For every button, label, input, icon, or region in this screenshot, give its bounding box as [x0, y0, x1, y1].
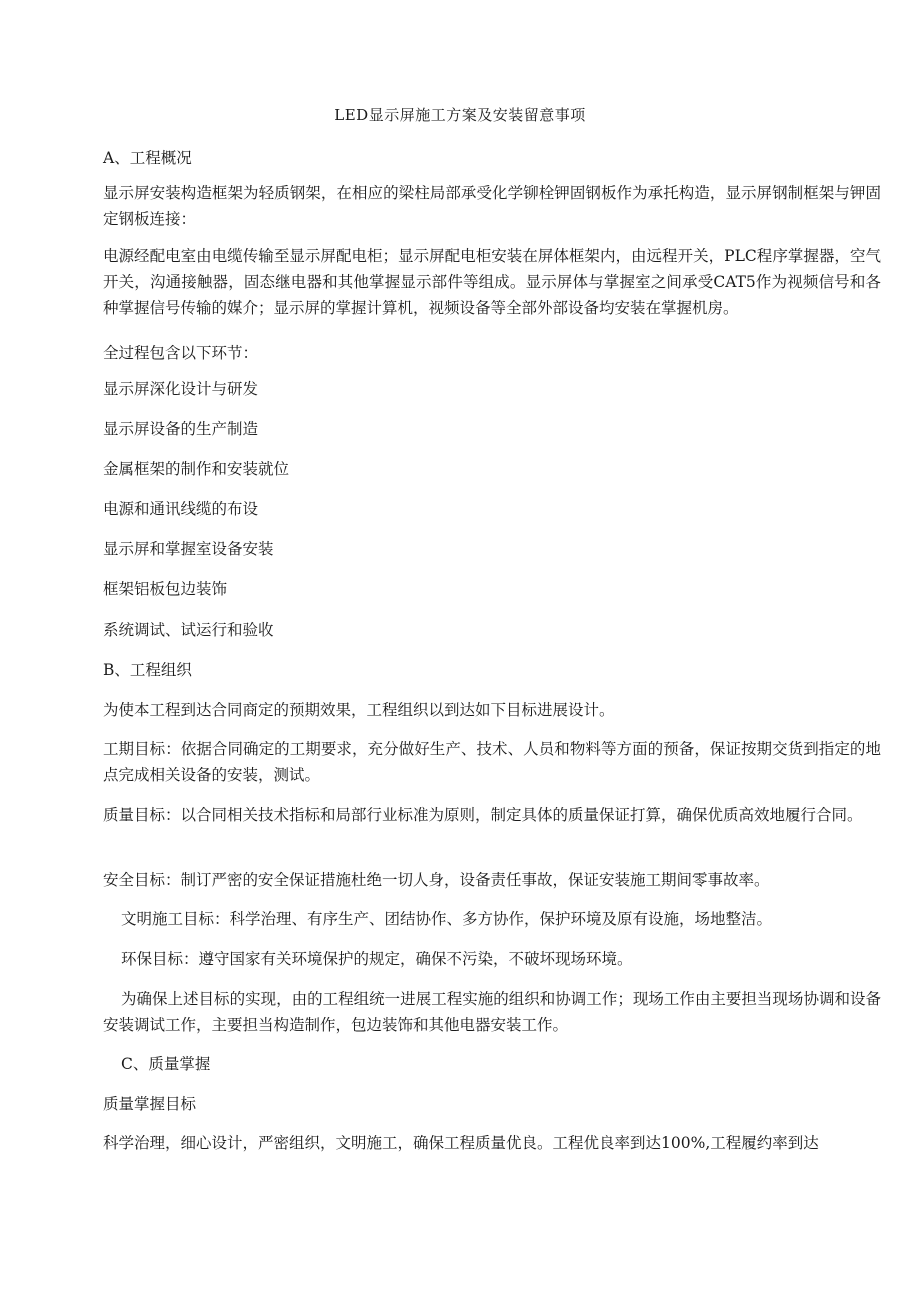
- section-c-heading: C、质量掌握: [121, 1055, 211, 1073]
- section-b-paragraph-3: [103, 802, 881, 828]
- step-item: 显示屏和掌握室设备安装: [103, 540, 274, 558]
- section-a-heading: A、工程概况: [103, 149, 192, 167]
- section-b-heading: B、工程组织: [103, 661, 192, 679]
- step-item: 显示屏设备的生产制造: [103, 420, 259, 438]
- section-c-paragraph-2: 科学治理，细心设计，严密组织，文明施工，确保工程质量优良。工程优良率到达100%,工程履约率到达: [103, 1134, 819, 1152]
- step-item: 系统调试、试运行和验收: [103, 621, 274, 639]
- section-b-paragraph-5: 文明施工目标：科学治理、有序生产、团结协作、多方协作，保护环境及原有设施，场地整洁。: [121, 910, 773, 928]
- section-b-paragraph-1: 为使本工程到达合同商定的预期效果，工程组织以到达如下目标进展设计。: [103, 701, 615, 719]
- section-b-p2-text: 工期目标：依据合同确定的工期要求，充分做好生产、技术、人员和物料等方面的预备，保证按期交货到指定的地点完成相关设备的安装，测试。: [103, 740, 881, 784]
- section-b-paragraph-4: 安全目标：制订严密的安全保证措施杜绝一切人身，设备责任事故，保证安装施工期间零事故率。: [103, 871, 770, 889]
- section-b-paragraph-6: 环保目标：遵守国家有关环境保护的规定，确保不污染，不破坏现场环境。: [121, 950, 633, 968]
- step-item: 金属框架的制作和安装就位: [103, 460, 290, 478]
- step-item: 电源和通讯线缆的布设: [103, 500, 259, 518]
- section-b-p7-text: 为确保上述目标的实现，由的工程组统一进展工程实施的组织和协调工作；现场工作由主要担当现场协调和设备安装调试工作，主要担当构造制作，包边装饰和其他电器安装工作。: [103, 990, 881, 1034]
- section-b-paragraph-2: [103, 736, 881, 788]
- section-b-paragraph-7: [103, 986, 881, 1038]
- step-item: 显示屏深化设计与研发: [103, 380, 259, 398]
- section-a-paragraph-2: [103, 243, 881, 321]
- document-title: LED显示屏施工方案及安装留意事项: [334, 106, 586, 124]
- section-a-p1-text: 显示屏安装构造框架为轻质钢架，在相应的梁柱局部承受化学铆栓钾固钢板作为承托构造，显示屏钢制框架与钾固定钢板连接：: [103, 184, 881, 228]
- section-c-paragraph-1: 质量掌握目标: [103, 1095, 197, 1113]
- step-item: 框架铝板包边装饰: [103, 580, 228, 598]
- section-a-p2-text: 电源经配电室由电缆传输至显示屏配电柜；显示屏配电柜安装在屏体框架内，由远程开关，PLC程序掌握器，空气开关，沟通接触器，固态继电器和其他掌握显示部件等组成。显示屏体与掌握室之间承受CAT5作为视频信号和各种掌握信号传输的媒介；显示屏的掌握计算机，视频设备等全部外部设备均安装在掌握机房。: [103, 247, 881, 317]
- section-a-paragraph-1: [103, 180, 881, 232]
- section-b-p3-text: 质量目标：以合同相关技术指标和局部行业标准为原则，制定具体的质量保证打算，确保优质高效地履行合同。: [103, 806, 863, 824]
- section-a-paragraph-3: 全过程包含以下环节：: [103, 344, 259, 362]
